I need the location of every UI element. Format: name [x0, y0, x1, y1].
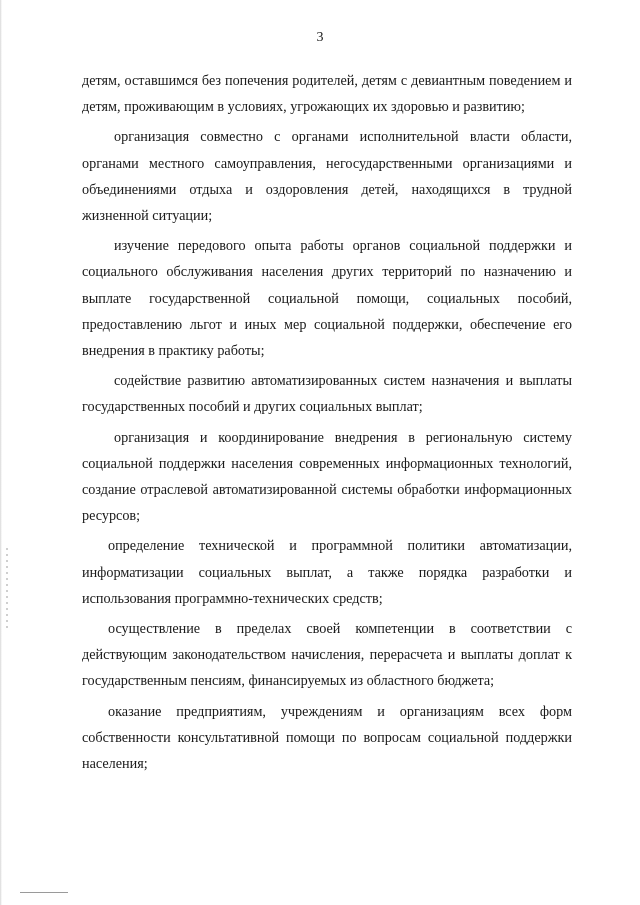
footer-rule	[20, 892, 68, 893]
page-number: 3	[316, 30, 324, 45]
paragraph-consulting-help: оказание предприятиям, учреждениям и организациям всех форм собственности консультативной помощи по вопросам социальной поддержки населения;	[82, 703, 572, 773]
scan-margin-marks	[6, 548, 8, 628]
paragraph-pension-supplements: осуществление в пределах своей компетенции в соответствии с действующим законодательством начисления, перерасчета и выплаты доплат к государственным пенсиям, финансируемых из областного бюджета;	[82, 621, 572, 690]
paragraph-rest-organization: организация совместно с органами исполнительной власти области, органами местного самоуправления, негосударственными организациями и объединениями отдыха и оздоровления детей, находящихся в трудной жизненной ситуации;	[82, 129, 572, 225]
paragraph-it-coordination: организация и координирование внедрения в региональную систему социальной поддержки населения современных информационных технологий, создание отраслевой автоматизированной системы обработки информационных ресурсов;	[82, 429, 572, 525]
paragraph-automation-support: содействие развитию автоматизированных систем назначения и выплаты государственных пособий и других социальных выплат;	[82, 373, 572, 416]
paragraph-experience-study: изучение передового опыта работы органов социальной поддержки и социального обслуживания населения других территорий по назначению и выплате государственной социальной помощи, социальных пособий, предоставлению льгот и иных мер социальной поддержки, обеспечение его внедрения в практику работы;	[82, 238, 572, 360]
paragraph-continuation: детям, оставшимся без попечения родителей, детям с девиантным поведением и детям, проживающим в условиях, угрожающих их здоровью и развитию;	[82, 73, 572, 116]
document-body	[82, 68, 572, 781]
scan-edge-shadow	[0, 0, 2, 905]
paragraph-technical-policy: определение технической и программной политики автоматизации, информатизации социальных выплат, а также порядка разработки и использования программно-технических средств;	[82, 538, 572, 607]
